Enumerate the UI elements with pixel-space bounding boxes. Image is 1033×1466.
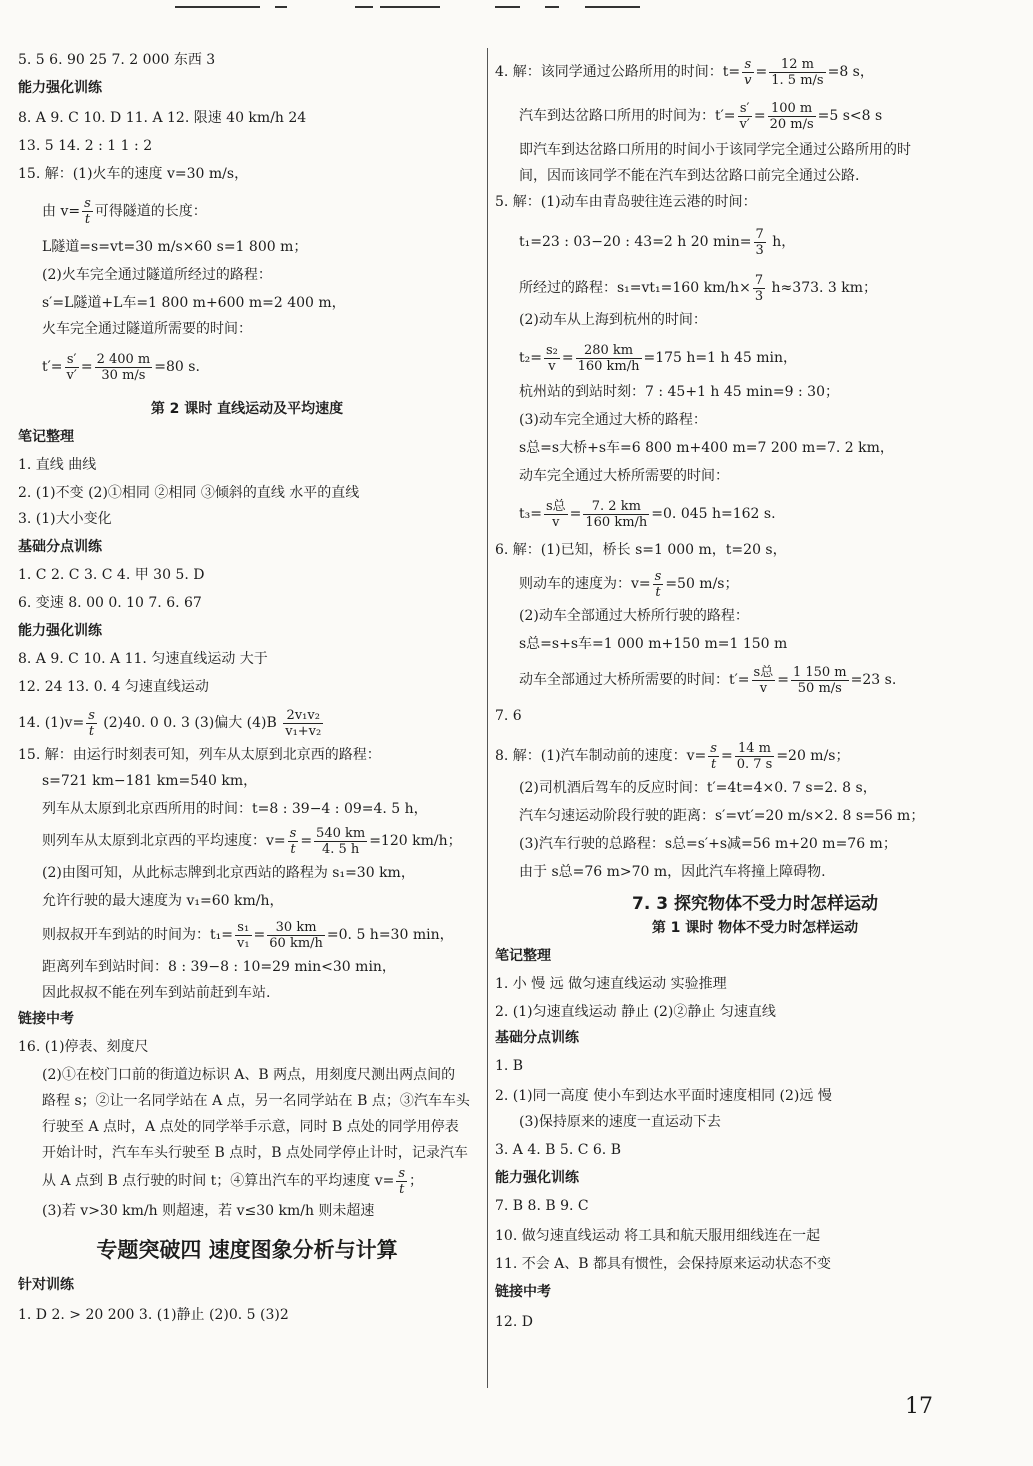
answer-line: 3. (1)大小变化	[18, 511, 112, 527]
answer-line: 路程 s；②让一名同学站在 A 点，另一名同学站在 B 点；③汽车车头	[42, 1093, 470, 1109]
formula-line: 4. 解：该同学通过公路所用的时间：t= $\frac{s}{v}$ = $\frac{12 m}{1. 5 m/s}$ =8 s，	[495, 56, 874, 88]
section-heading: 笔记整理	[495, 948, 551, 964]
answer-line: 2. (1)不变 (2)①相同 ②相同 ③倾斜的直线 水平的直线	[18, 485, 360, 501]
formula-line: 汽车到达岔路口所用的时间为：t′= $\frac{s'}{v'}$ = $\frac{100 m}{20 m/s}$ =5 s<8 s	[519, 100, 883, 132]
formula-line: 由 v= $\frac{s}{t}$ 可得隧道的长度：	[42, 196, 207, 227]
fraction: $\frac{2 400 m}{30 m/s}$	[96, 351, 151, 383]
answer-line: 间，因而该同学不能在汽车到达岔路口前完全通过公路.	[519, 168, 860, 184]
answer-line: 15. 解：(1)火车的速度 v=30 m/s，	[18, 166, 249, 182]
fraction: $\frac{540 km}{4. 5 h}$	[316, 825, 366, 857]
formula-line: s总=s大桥+s车=6 800 m+400 m=7 200 m=7. 2 km，	[519, 440, 894, 456]
fraction: $\frac{s}{t}$	[398, 1165, 406, 1197]
answer-line: 8. A 9. C 10. A 11. 匀速直线运动 大于	[18, 651, 268, 667]
formula-line: 8. 解：(1)汽车制动前的速度：v= $\frac{s}{t}$ = $\frac{14 m}{0. 7 s}$ =20 m/s；	[495, 740, 850, 772]
fraction: $\frac{7. 2 km}{160 km/h}$	[585, 498, 648, 530]
answer-line: (3)保持原来的速度一直运动下去	[519, 1114, 721, 1130]
formula-line: t′= $\frac{s'}{v'}$ = $\frac{2 400 m}{30 m/s}$ =80 s.	[42, 351, 200, 383]
answer-line: 13. 5 14. 2 : 1 1 : 2	[18, 138, 153, 154]
answer-line: 1. 直线 曲线	[18, 457, 97, 473]
answer-line: 16. (1)停表、刻度尺	[18, 1039, 149, 1055]
answer-line: 火车完全通过隧道所需要的时间：	[42, 321, 252, 337]
fraction: $\frac{\text{s₁}}{\text{v₁}}$	[236, 919, 250, 951]
answer-line: 开始计时，汽车车头行驶至 B 点时，B 点处同学停止计时，记录汽车	[42, 1145, 468, 1161]
fraction: $\frac{12 m}{1. 5 m/s}$	[771, 56, 824, 88]
answer-line: 6. 解：(1)已知，桥长 s=1 000 m，t=20 s，	[495, 542, 787, 558]
answer-line: 2. (1)同一高度 使小车到达水平面时速度相同 (2)远 慢	[495, 1088, 832, 1104]
answer-line: 1. 小 慢 远 做匀速直线运动 实验推理	[495, 976, 727, 992]
answer-line: 5. 解：(1)动车由青岛驶往连云港的时间：	[495, 194, 757, 210]
chapter-heading: 7. 3 探究物体不受力时怎样运动	[632, 894, 878, 914]
fraction: $\frac{100 m}{20 m/s}$	[769, 100, 814, 132]
fraction: $\frac{s}{t}$	[710, 740, 717, 772]
fraction: $\frac{14 m}{0. 7 s}$	[736, 740, 773, 772]
fraction: $\frac{7}{3}$	[754, 272, 764, 304]
answer-line: 3. A 4. B 5. C 6. B	[495, 1142, 621, 1158]
answer-line: 12. D	[495, 1314, 533, 1330]
formula-line: t₁=23 : 03−20 : 43=2 h 20 min= $\frac{7}{3}$ h，	[519, 226, 796, 258]
formula-line: 距离列车到站时间：8 : 39−8 : 10=29 min<30 min，	[42, 959, 396, 975]
formula-line: 所经过的路程：s₁=vt₁=160 km/h× $\frac{7}{3}$ h≈373. 3 km；	[519, 272, 878, 304]
answer-line: (3)若 v>30 km/h 则超速，若 v≤30 km/h 则未超速	[42, 1203, 375, 1219]
section-heading: 链接中考	[18, 1011, 74, 1027]
formula-line: 允许行驶的最大速度为 v₁=60 km/h，	[42, 893, 284, 909]
section-heading: 针对训练	[18, 1277, 74, 1293]
formula-line: s总=s+s车=1 000 m+150 m=1 150 m	[519, 636, 788, 652]
answer-line: 即汽车到达岔路口所用的时间小于该同学完全通过公路所用的时	[519, 142, 911, 158]
topic-heading: 专题突破四 速度图象分析与计算	[96, 1238, 398, 1262]
formula-line: t₂= $\frac{\text{s₂}}{v}$ = $\frac{280 km}{160 km/h}$ =175 h=1 h 45 min，	[519, 342, 798, 374]
fraction: $\frac{7}{3}$	[755, 226, 764, 258]
answer-line: (2)火车完全通过隧道所经过的路程：	[42, 267, 272, 283]
section-heading: 笔记整理	[18, 429, 74, 445]
fraction: $\frac{s'}{v'}$	[66, 351, 77, 383]
answer-line: 1. D 2. > 20 200 3. (1)静止 (2)0. 5 (3)2	[18, 1307, 289, 1323]
formula-line: (2)司机酒后驾车的反应时间：t′=4t=4×0. 7 s=2. 8 s，	[519, 780, 877, 796]
lesson-title: 第 1 课时 物体不受力时怎样运动	[651, 920, 859, 936]
fraction: $\frac{\text{s总}}{v}$	[753, 664, 774, 696]
fraction: $\frac{30 km}{60 km/h}$	[269, 919, 323, 951]
answer-line: 5. 5 6. 90 25 7. 2 000 东西 3	[18, 52, 216, 68]
answer-line: 6. 变速 8. 00 0. 10 7. 6. 67	[18, 595, 202, 611]
formula-line: 由于 s总=76 m>70 m，因此汽车将撞上障碍物.	[519, 864, 826, 880]
section-heading: 基础分点训练	[18, 539, 102, 555]
answer-line: 12. 24 13. 0. 4 匀速直线运动	[18, 679, 209, 695]
page-number: 17	[905, 1394, 933, 1419]
fraction: $\frac{1 150 m}{50 m/s}$	[792, 664, 847, 696]
formula-line: s′=L隧道+L车=1 800 m+600 m=2 400 m，	[42, 295, 346, 311]
section-heading: 能力强化训练	[18, 80, 102, 96]
section-heading: 链接中考	[495, 1284, 551, 1300]
answer-line: 7. B 8. B 9. C	[495, 1198, 589, 1214]
formula-line: s=721 km−181 km=540 km，	[42, 773, 258, 789]
answer-line: 行驶至 A 点时，A 点处的同学举手示意，同时 B 点处的同学用停表	[42, 1119, 459, 1135]
formula-line: (3)汽车行驶的总路程：s总=s′+s减=56 m+20 m=76 m；	[519, 836, 897, 852]
section-heading: 基础分点训练	[495, 1030, 579, 1046]
fraction: $\frac{s}{t}$	[654, 568, 662, 600]
section-heading: 能力强化训练	[18, 623, 102, 639]
answer-line: 2. (1)匀速直线运动 静止 (2)②静止 匀速直线	[495, 1004, 776, 1020]
top-edge-marks	[175, 6, 645, 10]
formula-line: L隧道=s=vt=30 m/s×60 s=1 800 m；	[42, 239, 308, 255]
answer-line: 1. B	[495, 1058, 524, 1074]
formula-line: 杭州站的到站时刻：7 : 45+1 h 45 min=9 : 30；	[519, 384, 839, 400]
answer-line: 因此叔叔不能在列车到站前赶到车站.	[42, 985, 271, 1001]
answer-line: (2)动车全部通过大桥所行驶的路程：	[519, 608, 749, 624]
fraction: $\frac{\text{2v₁v₂}}{\text{v₁+v₂}}$	[285, 707, 322, 739]
answer-line: 8. A 9. C 10. D 11. A 12. 限速 40 km/h 24	[18, 110, 307, 126]
fraction: $\frac{\text{s₂}}{v}$	[545, 342, 558, 374]
answer-line: 15. 解：由运行时刻表可知，列车从太原到北京西的路程：	[18, 747, 381, 763]
formula-line: 从 A 点到 B 点行驶的时间 t；④算出汽车的平均速度 v= $\frac{s}{t}$ ；	[42, 1165, 424, 1197]
formula-line: 动车全部通过大桥所需要的时间：t′= $\frac{\text{s总}}{v}$ = $\frac{1 150 m}{50 m/s}$ =23 s.	[519, 664, 897, 696]
fraction: $\frac{280 km}{160 km/h}$	[577, 342, 640, 374]
right-column	[495, 46, 1015, 1332]
answer-line: 11. 不会 A、B 都具有惯性，会保持原来运动状态不变	[495, 1256, 832, 1272]
formula-line: 则叔叔开车到站的时间为：t₁= $\frac{\text{s₁}}{\text{v₁}}$ = $\frac{30 km}{60 km/h}$ =0. 5 h=30 min，	[42, 919, 454, 951]
fraction: $\frac{s}{t}$	[289, 825, 297, 857]
fraction: $\frac{s'}{v'}$	[739, 100, 750, 132]
answer-line: 1. C 2. C 3. C 4. 甲 30 5. D	[18, 567, 205, 583]
formula-line: 则动车的速度为：v= $\frac{s}{t}$ =50 m/s；	[519, 568, 739, 600]
fraction: $\frac{s}{t}$	[88, 707, 95, 739]
column-divider	[487, 48, 488, 1388]
fraction: $\frac{s}{t}$	[84, 196, 91, 227]
answer-line: 7. 6	[495, 708, 522, 724]
formula-line: t₃= $\frac{\text{s总}}{v}$ = $\frac{7. 2 km}{160 km/h}$ =0. 045 h=162 s.	[519, 498, 776, 530]
formula-line: (2)由图可知，从此标志牌到北京西站的路程为 s₁=30 km，	[42, 865, 415, 881]
answer-line: (2)动车从上海到杭州的时间：	[519, 312, 707, 328]
lesson-title: 第 2 课时 直线运动及平均速度	[150, 401, 344, 417]
formula-line: 则列车从太原到北京西的平均速度：v= $\frac{s}{t}$ = $\frac{540 km}{4. 5 h}$ =120 km/h；	[42, 825, 462, 857]
fraction: $\frac{\text{s总}}{v}$	[545, 498, 566, 530]
formula-line: 14. (1)v= $\frac{s}{t}$ (2)40. 0 0. 3 (3)偏大 (4)B $\frac{\text{2v₁v₂}}{\text{v₁+v₂}}$	[18, 707, 322, 739]
fraction: $\frac{s}{v}$	[744, 56, 752, 88]
answer-line: 10. 做匀速直线运动 将工具和航天服用细线连在一起	[495, 1228, 821, 1244]
section-heading: 能力强化训练	[495, 1170, 579, 1186]
answer-line: 动车完全通过大桥所需要的时间：	[519, 468, 729, 484]
left-column	[18, 46, 476, 1325]
answer-line: (2)①在校门口前的街道边标识 A、B 两点，用刻度尺测出两点间的	[42, 1067, 456, 1083]
answer-line: (3)动车完全通过大桥的路程：	[519, 412, 707, 428]
formula-line: 汽车匀速运动阶段行驶的距离：s′=vt′=20 m/s×2. 8 s=56 m；	[519, 808, 925, 824]
formula-line: 列车从太原到北京西所用的时间：t=8 : 39−4 : 09=4. 5 h，	[42, 801, 428, 817]
